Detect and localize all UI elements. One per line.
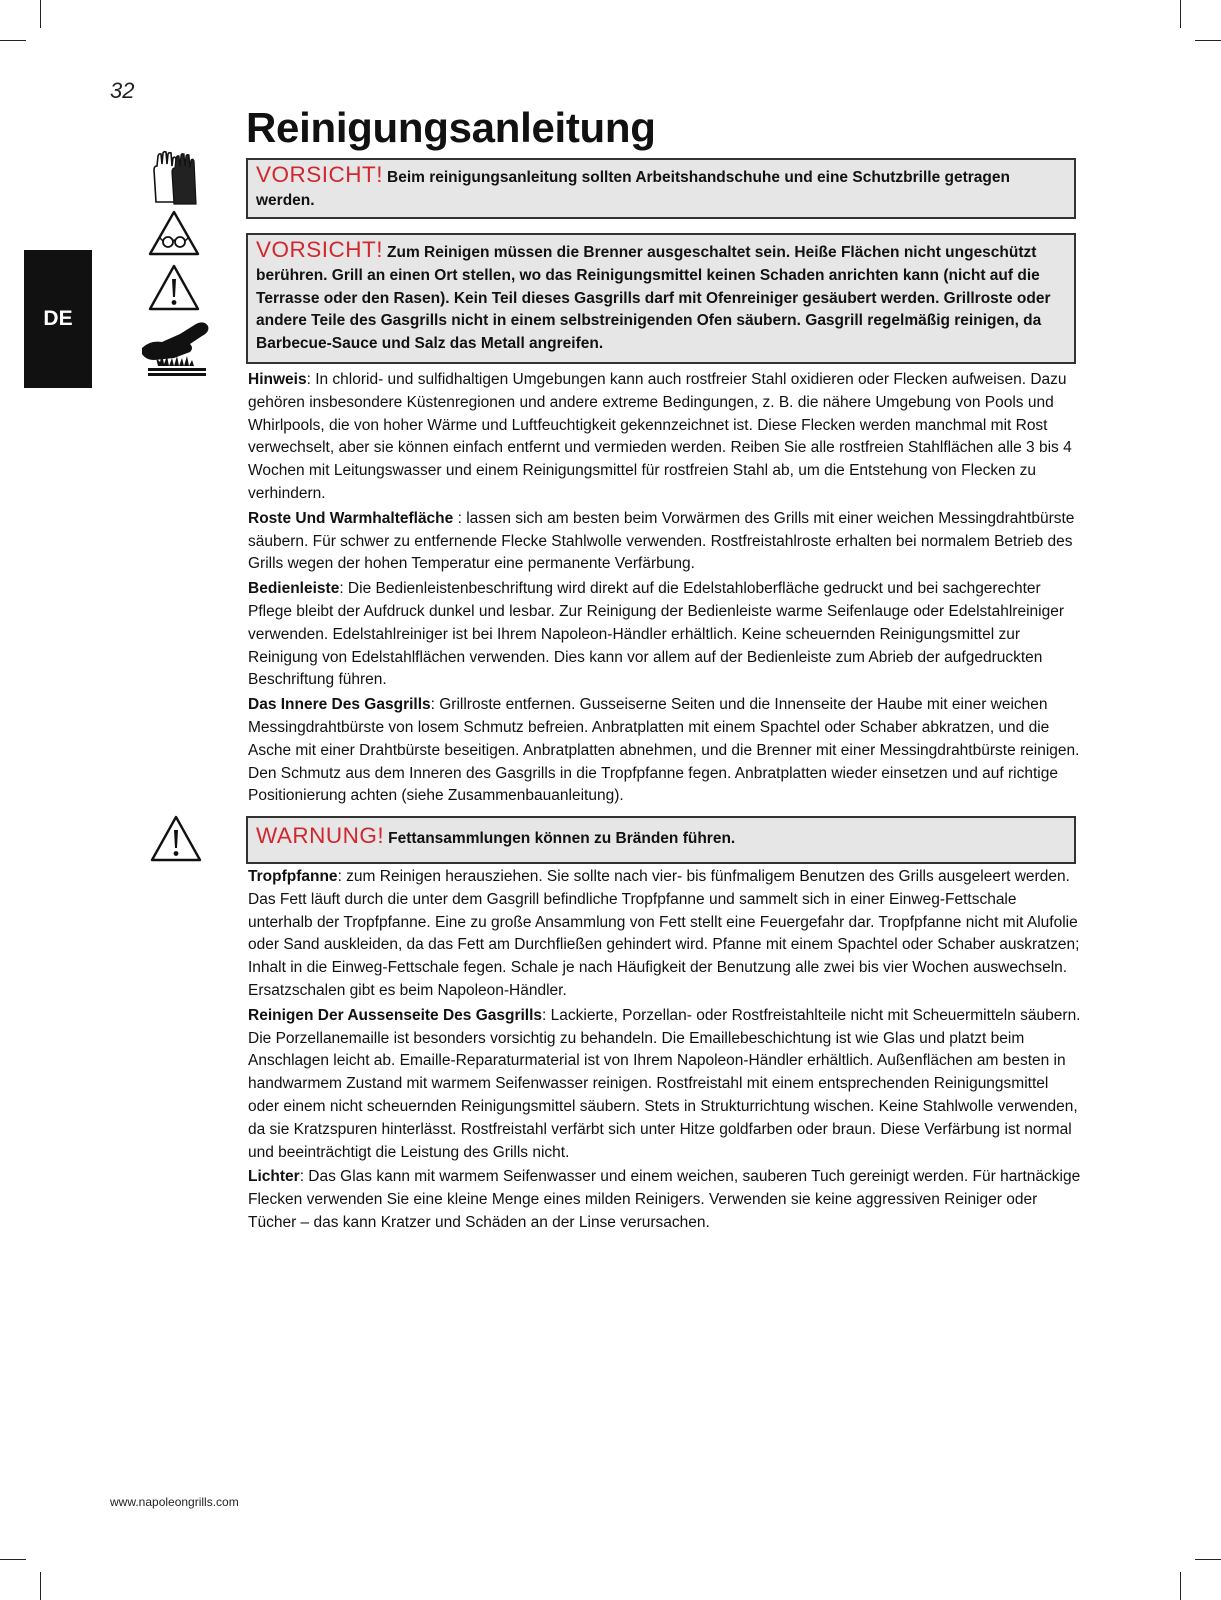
section-term: Hinweis	[248, 371, 307, 388]
section-term: Reinigen Der Aussenseite Des Gasgrills	[248, 1006, 543, 1024]
crop-mark	[1195, 1559, 1221, 1560]
crop-mark	[1180, 1572, 1181, 1600]
section-aussenseite	[248, 1005, 1082, 1165]
crop-mark	[0, 40, 26, 41]
section-text: : lassen sich am besten beim Vorwärmen des Grills mit einer weichen Messingdrahtbürste säubern. Für schwer zu entfernende Flecke Stahlwolle verwenden. Rostfreistahlroste erhalten bei normalem Betrieb des Grills wegen der hohen Temperatur eine permanente Verfärbung.	[248, 509, 1075, 573]
section-text: : zum Reinigen herausziehen. Sie sollte nach vier- bis fünfmaligem Benutzen des Grills ausgeleert werden. Das Fett läuft durch die unter dem Gasgrill befindliche Tropfpfanne und sammelt sich in einer Einweg-Fettschale unterhalb der Tropfpfanne. Eine zu große Ansammlung von Fett stellt eine Feuergefahr dar. Tropfpfanne nicht mit Alufolie oder Sand auskleiden, da das Fett am Durchfließen gehindert wird. Pfanne mit einem Spachtel oder Schaber auskratzen; Inhalt in die Einweg-Fettschale fegen. Schale je nach Häufigkeit der Benutzung alle zwei bis vier Wochen auswechseln. Ersatzschalen gibt es beim Napoleon-Händler.	[248, 868, 1080, 999]
cleaning-sections-lower	[248, 866, 1082, 1235]
section-lichter	[248, 1166, 1082, 1234]
section-hinweis	[248, 369, 1082, 506]
language-tab: DE	[24, 250, 92, 388]
section-text: : Das Glas kann mit warmem Seifenwasser und einem weichen, sauberen Tuch gereinigt werden. Für hartnäckige Flecken verwenden Sie eine kleine Menge eines milden Reinigers. Verwenden sie keine aggressiven Reiniger oder Tücher – das kann Kratzer und Schäden an der Linse verursachen.	[248, 1168, 1081, 1231]
safety-glasses-warning-icon	[148, 210, 200, 256]
gloves-icon	[152, 150, 200, 206]
section-term: Bedienleiste	[248, 580, 340, 598]
exclamation-warning-icon	[148, 264, 200, 312]
section-roste	[248, 508, 1082, 576]
warning-box-grease	[246, 816, 1076, 864]
crop-mark	[40, 0, 41, 28]
section-tropfpfanne	[248, 866, 1082, 1003]
page-number: 32	[110, 78, 135, 103]
section-innere	[248, 694, 1082, 808]
section-term: Lichter	[248, 1168, 300, 1186]
page-title: Reinigungsanleitung	[246, 104, 656, 151]
warning-text: Fettansammlungen können zu Bränden führen.	[388, 830, 736, 847]
crop-mark	[1180, 0, 1181, 28]
hot-surface-hand-icon	[140, 320, 210, 378]
caution-text: Beim reinigungsanleitung sollten Arbeitshandschuhe und eine Schutzbrille getragen werden.	[256, 169, 1010, 209]
caution-label: VORSICHT!	[256, 162, 384, 187]
section-text: : Die Bedienleistenbeschriftung wird direkt auf die Edelstahloberfläche gedruckt und bei sachgerechter Pflege bleibt der Aufdruck dunkel und lesbar. Zur Reinigung der Bedienleiste warme Seifenlauge oder Edelstahlreiniger verwenden. Edelstahlreiniger ist bei Ihrem Napoleon-Händler erhältlich. Keine scheuernden Reinigungsmittel zur Reinigung von Edelstahlflächen verwenden. Dies kann vor allem auf der Bedienleiste zum Abrieb der aufgedruckten Beschriftung führen.	[248, 580, 1064, 689]
crop-mark	[40, 1572, 41, 1600]
warning-label: WARNUNG!	[256, 823, 385, 848]
section-term: Roste Und Warmhaltefläche	[248, 509, 454, 527]
section-term: Tropfpfanne	[248, 868, 338, 885]
caution-text: Zum Reinigen müssen die Brenner ausgeschaltet sein. Heiße Flächen nicht ungeschützt berühren. Grill an einen Ort stellen, wo das Reinigungsmittel keinen Schaden anrichten kann (nicht auf die Terrasse oder den Rasen). Kein Teil dieses Gasgrills darf mit Ofenreiniger gesäubert werden. Grillroste oder andere Teile des Gasgrills nicht in einem selbstreinigenden Ofen säubern. Gasgrill regelmäßig reinigen, da Barbecue-Sauce und Salz das Metall angreifen.	[256, 244, 1051, 353]
caution-box-gloves	[246, 158, 1076, 219]
caution-label: VORSICHT!	[256, 237, 384, 262]
section-text: : In chlorid- und sulfidhaltigen Umgebungen kann auch rostfreier Stahl oxidieren oder Flecken aufweisen. Dazu gehören insbesondere Küstenregionen und andere extreme Bedingungen, z. B. die nähere Umgebung von Pools und Whirlpools, die von hoher Wärme und Luftfeuchtigkeit gekennzeichnet ist. Diese Flecken werden manchmal mit Rost verwechselt, aber sie können einfach entfernt und vermieden werden. Reiben Sie alle rostfreien Stahlflächen alle 3 bis 4 Wochen mit Leitungswasser und einem Reinigungsmittel für rostfreien Stahl ab, um die Entstehung von Flecken zu verhindern.	[248, 371, 1072, 502]
crop-mark	[0, 1559, 26, 1560]
cleaning-sections-upper	[248, 369, 1082, 808]
section-text: : Lackierte, Porzellan- oder Rostfreistahlteile nicht mit Scheuermitteln säubern. Die Porzellanemaille ist besonders vorsichtig zu behandeln. Die Emaillebeschichtung ist wie Glas und platzt beim Anschlagen leicht ab. Emaille-Reparaturmaterial ist von Ihrem Napoleon-Händler erhältlich. Außenflächen am besten in handwarmem Zustand mit warmem Seifenwasser reinigen. Rostfreistahl mit einem entsprechenden Reinigungsmittel oder einem nicht scheuernden Reinigungsmittel säubern. Stets in Strukturrichtung wischen. Keine Stahlwolle verwenden, da sie Kratzspuren hinterlässt. Rostfreistahl verfärbt sich unter Hitze goldfarben oder braun. Diese Verfärbung ist normal und beeinträchtigt die Leistung des Grills nicht.	[248, 1006, 1081, 1161]
caution-box-burners	[246, 233, 1076, 364]
exclamation-warning-icon	[150, 815, 202, 863]
section-text: : Grillroste entfernen. Gusseiserne Seiten und die Innenseite der Haube mit einer weichen Messingdrahtbürste von losem Schmutz befreien. Anbratplatten mit einem Spachtel oder Schaber abkratzen, und die Asche mit einer Drahtbürste beseitigen. Anbratplatten abnehmen, und die Brenner mit einer Messingdrahtbürste reinigen. Den Schmutz aus dem Inneren des Gasgrills in die Tropfpfanne fegen. Anbratplatten wieder einsetzen und auf richtige Positionierung achten (siehe Zusammenbauanleitung).	[248, 696, 1080, 805]
crop-mark	[1195, 40, 1221, 41]
footer-url: www.napoleongrills.com	[110, 1495, 239, 1509]
section-term: Das Innere Des Gasgrills	[248, 696, 431, 714]
section-bedienleiste	[248, 578, 1082, 692]
